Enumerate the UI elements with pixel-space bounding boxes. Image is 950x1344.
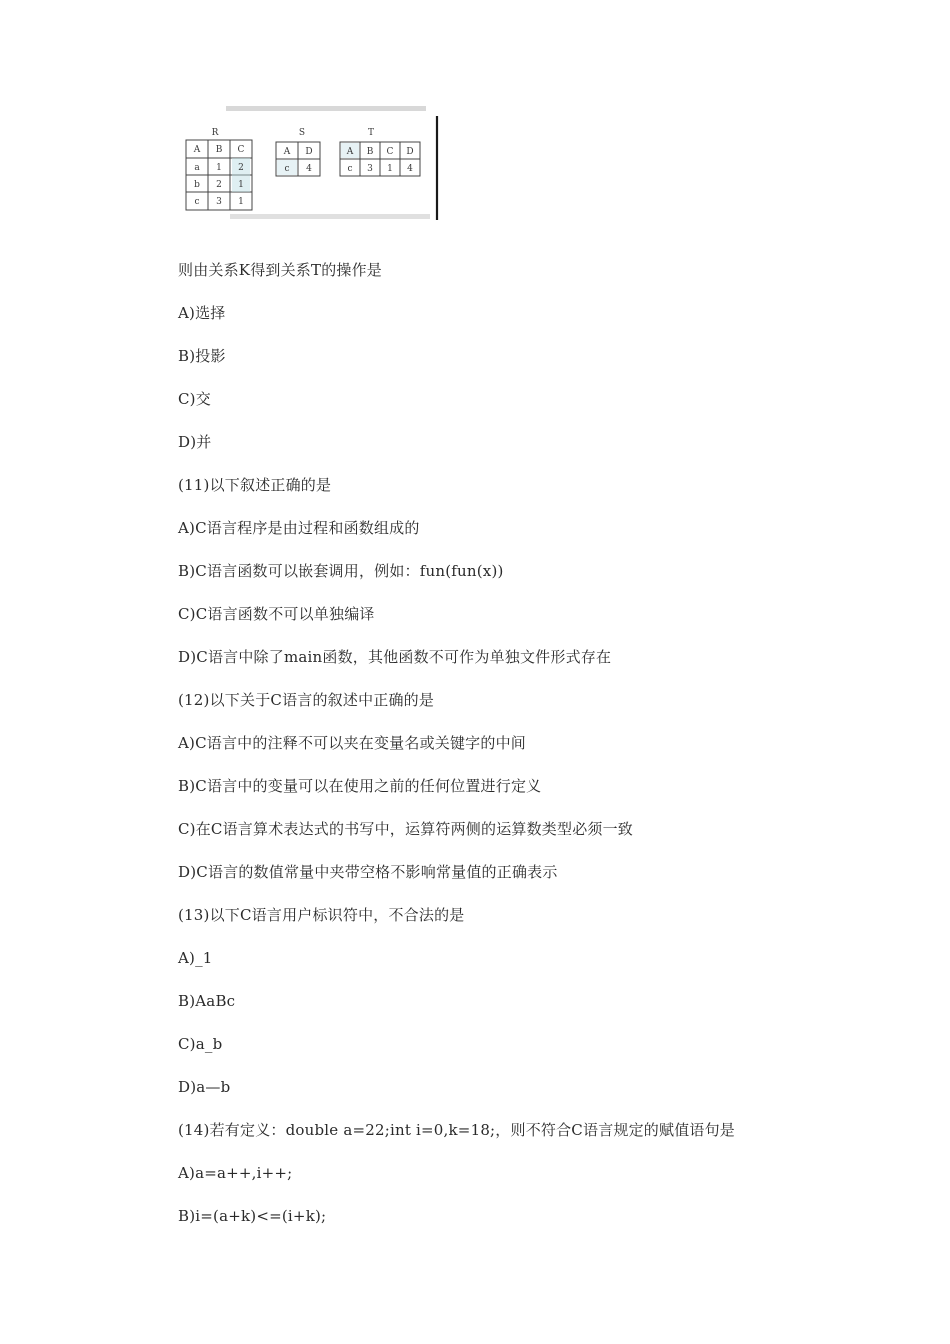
relations-figure xyxy=(178,102,448,224)
option-d: D)C语言的数值常量中夹带空格不影响常量值的正确表示 xyxy=(178,863,558,881)
option-d: D)并 xyxy=(178,433,212,451)
relation-s-cell: c xyxy=(284,164,290,174)
relation-t-cell: 3 xyxy=(367,164,373,174)
relation-t-header-c: C xyxy=(386,147,394,157)
relation-t-header-d: D xyxy=(406,147,414,157)
relation-r-cell: 2 xyxy=(216,180,222,190)
relation-s-header-a: A xyxy=(283,147,291,157)
option-a: A)C语言程序是由过程和函数组成的 xyxy=(178,519,420,537)
option-c: C)C语言函数不可以单独编译 xyxy=(178,605,375,623)
option-b: B)AaBc xyxy=(178,992,236,1010)
relation-t-cell: c xyxy=(347,164,353,174)
cropped-caption-top xyxy=(226,106,426,111)
cropped-caption-bottom xyxy=(230,214,430,219)
relation-s-cell: 4 xyxy=(306,164,312,174)
relation-r-cell: 1 xyxy=(238,197,244,207)
question-text xyxy=(178,258,898,1247)
relation-r-header-a: A xyxy=(193,145,201,155)
option-b: B)C语言函数可以嵌套调用，例如：fun(fun(x)) xyxy=(178,562,504,580)
option-c: C)交 xyxy=(178,390,211,408)
option-d: D)a—b xyxy=(178,1078,231,1096)
relation-t-cell: 4 xyxy=(407,164,413,174)
relation-r-cell: 3 xyxy=(216,197,222,207)
option-c: C)在C语言算术表达式的书写中，运算符两侧的运算数类型必须一致 xyxy=(178,820,634,838)
option-d: D)C语言中除了main函数，其他函数不可作为单独文件形式存在 xyxy=(178,648,612,666)
relation-r-name: R xyxy=(211,128,219,138)
relation-s-header-d: D xyxy=(305,147,313,157)
relation-t-cell: 1 xyxy=(387,164,393,174)
relation-r-cell: a xyxy=(194,163,200,173)
option-c: C)a_b xyxy=(178,1035,223,1053)
option-a: A)C语言中的注释不可以夹在变量名或关键字的中间 xyxy=(178,734,526,752)
question-12-stem: (12)以下关于C语言的叙述中正确的是 xyxy=(178,691,435,709)
option-b: B)投影 xyxy=(178,347,226,365)
relation-r-cell: 1 xyxy=(216,163,222,173)
relation-t-name: T xyxy=(367,128,375,138)
question-11-stem: (11)以下叙述正确的是 xyxy=(178,476,332,494)
relation-s-name: S xyxy=(298,128,306,138)
option-a: A)_1 xyxy=(178,949,213,967)
option-b: B)i=(a+k)<=(i+k); xyxy=(178,1207,327,1225)
relation-r-cell: b xyxy=(194,180,200,190)
question-14-stem: (14)若有定义：double a=22;int i=0,k=18;，则不符合C语言规定的赋值语句是 xyxy=(178,1121,735,1139)
question-10-stem: 则由关系K得到关系T的操作是 xyxy=(178,261,383,279)
relation-t-header-b: B xyxy=(366,147,374,157)
option-a: A)选择 xyxy=(178,304,226,322)
relations-diagram xyxy=(178,102,448,224)
relation-r-header-b: B xyxy=(215,145,223,155)
relation-r-cell: c xyxy=(194,197,200,207)
option-b: B)C语言中的变量可以在使用之前的任何位置进行定义 xyxy=(178,777,542,795)
relation-r-header-c: C xyxy=(237,145,245,155)
relation-r-cell: 2 xyxy=(238,163,244,173)
relation-t-header-a: A xyxy=(346,147,354,157)
relation-r-cell: 1 xyxy=(238,180,244,190)
question-13-stem: (13)以下C语言用户标识符中，不合法的是 xyxy=(178,906,465,924)
option-a: A)a=a++,i++; xyxy=(178,1164,293,1182)
